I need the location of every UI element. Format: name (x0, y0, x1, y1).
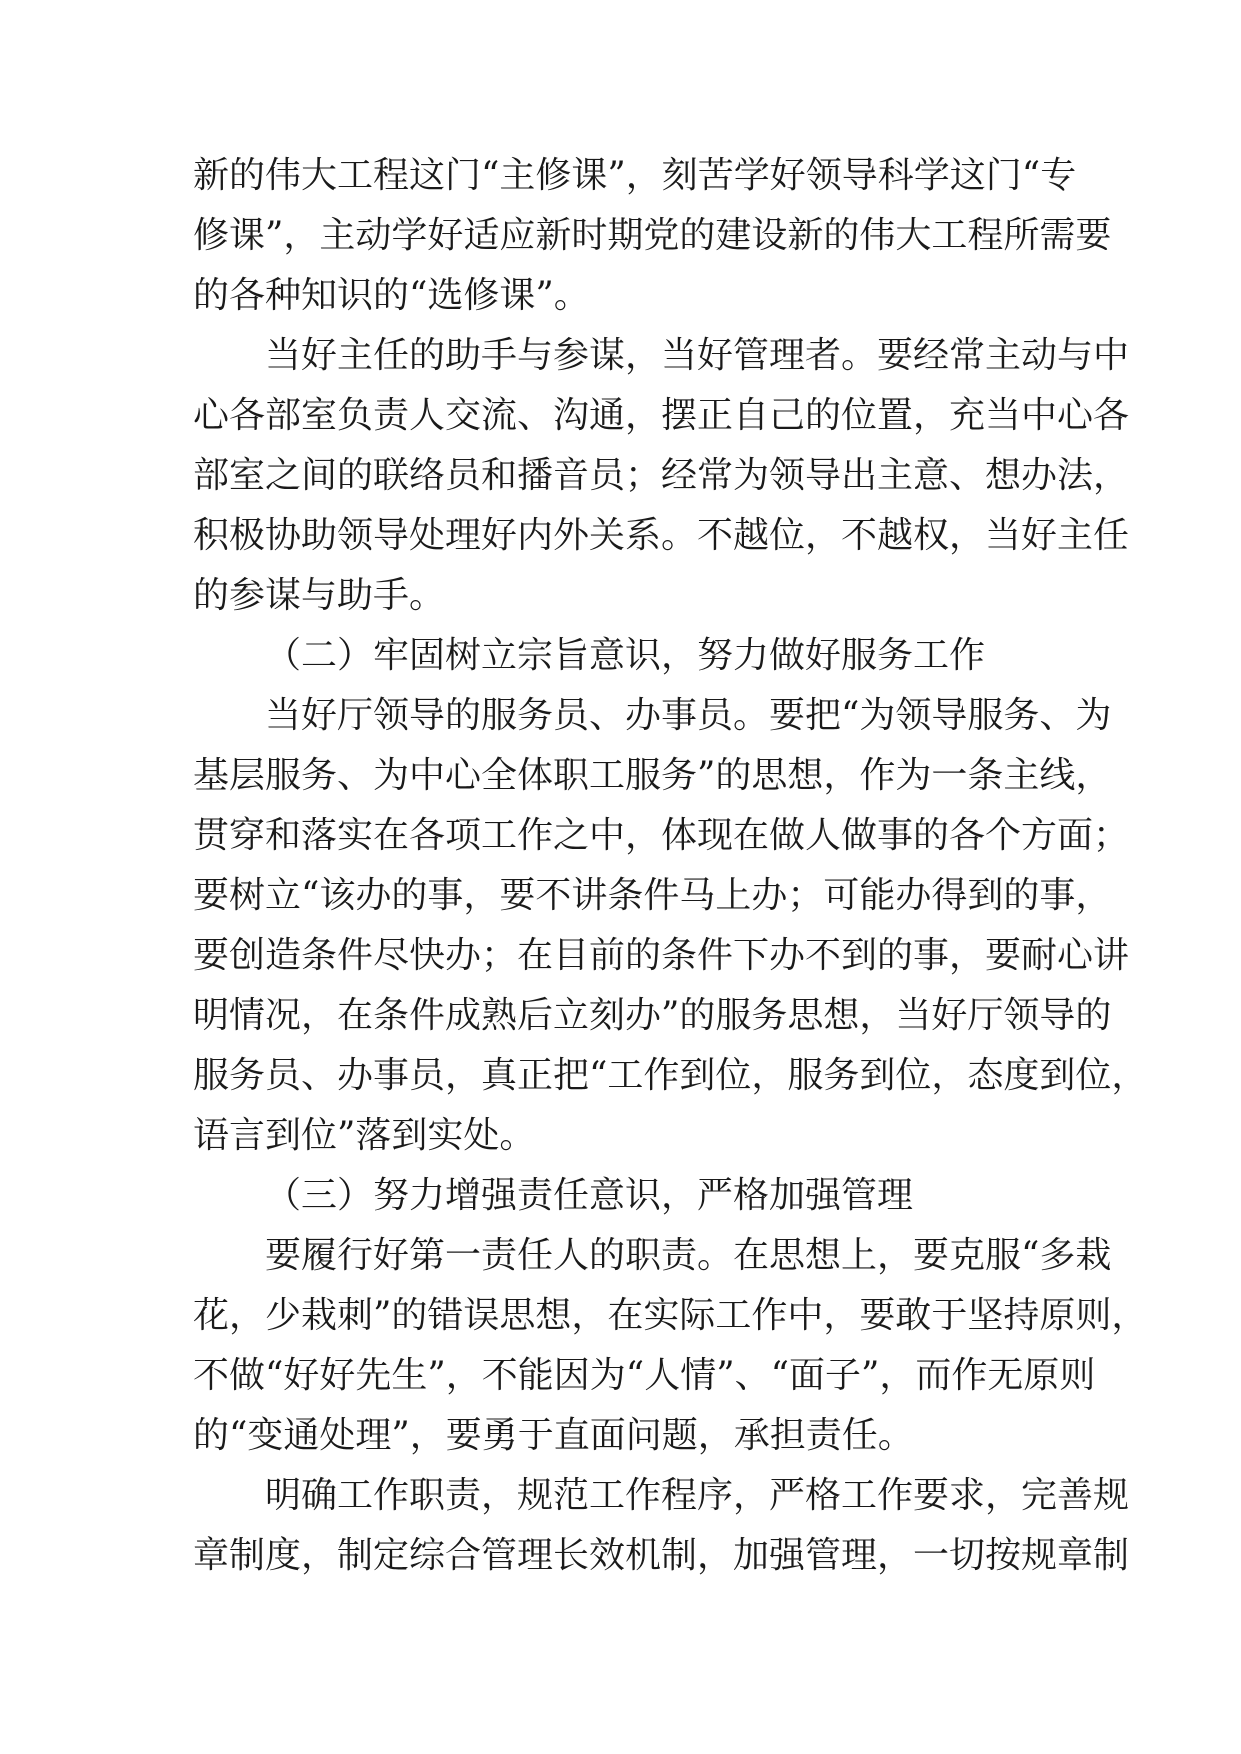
text-line: 贯穿和落实在各项工作之中，体现在做人做事的各个方面； (193, 815, 1130, 856)
text-line: 花，少栽刺”的错误思想，在实际工作中，要敢于坚持原则， (193, 1295, 1148, 1336)
text-line: 修课”，主动学好适应新时期党的建设新的伟大工程所需要 (193, 215, 1112, 256)
paragraph-first-line: 要履行好第一责任人的职责。在思想上，要克服“多栽 (265, 1235, 1112, 1276)
text-line: 部室之间的联络员和播音员；经常为领导出主意、想办法， (193, 455, 1130, 496)
text-line: 新的伟大工程这门“主修课”，刻苦学好领导科学这门“专 (193, 155, 1077, 196)
paragraph-first-line: 明确工作职责，规范工作程序，严格工作要求，完善规 (265, 1475, 1130, 1516)
text-line: 基层服务、为中心全体职工服务”的思想，作为一条主线， (193, 755, 1112, 796)
paragraph-first-line: 当好主任的助手与参谋，当好管理者。要经常主动与中 (265, 335, 1130, 376)
text-line: 的参谋与助手。 (193, 575, 446, 616)
text-line: 章制度，制定综合管理长效机制，加强管理，一切按规章制 (193, 1535, 1130, 1576)
text-line: 明情况，在条件成熟后立刻办”的服务思想，当好厅领导的 (193, 995, 1112, 1036)
text-line: 要创造条件尽快办；在目前的条件下办不到的事，要耐心讲 (193, 935, 1130, 976)
section-heading: （二）牢固树立宗旨意识，努力做好服务工作 (265, 635, 986, 676)
text-line: 语言到位”落到实处。 (193, 1115, 536, 1156)
text-line: 积极协助领导处理好内外关系。不越位，不越权，当好主任 (193, 515, 1130, 556)
text-line: 服务员、办事员，真正把“工作到位，服务到位，态度到位， (193, 1055, 1148, 1096)
text-line: 心各部室负责人交流、沟通，摆正自己的位置，充当中心各 (193, 395, 1130, 436)
paragraph-first-line: 当好厅领导的服务员、办事员。要把“为领导服务、为 (265, 695, 1112, 736)
body-text (193, 146, 1148, 1586)
text-line: 的各种知识的“选修课”。 (193, 275, 590, 316)
text-line: 的“变通处理”，要勇于直面问题，承担责任。 (193, 1415, 914, 1456)
text-line: 要树立“该办的事，要不讲条件马上办；可能办得到的事， (193, 875, 1112, 916)
section-heading: （三）努力增强责任意识，严格加强管理 (265, 1175, 914, 1216)
text-line: 不做“好好先生”，不能因为“人情”、“面子”，而作无原则 (193, 1355, 1096, 1396)
